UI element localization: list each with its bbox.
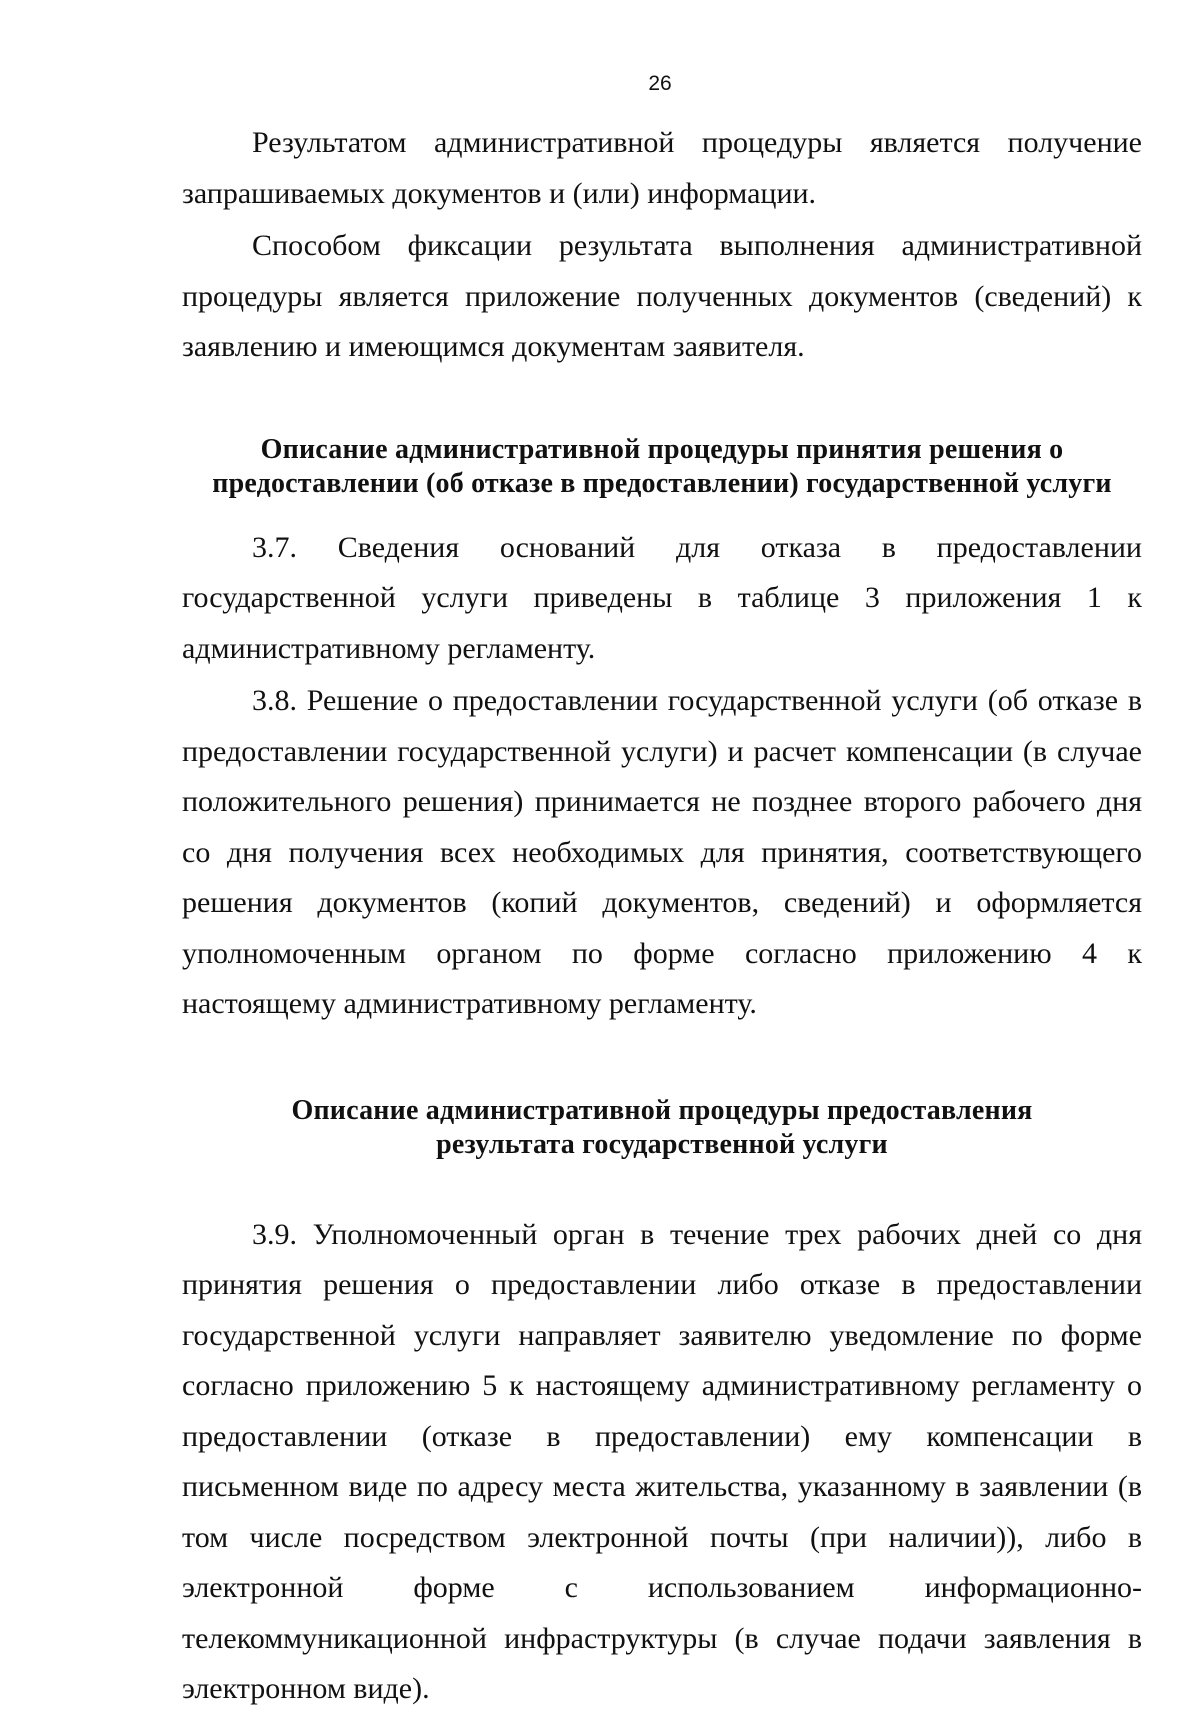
document-body <box>182 118 1142 1715</box>
paragraph-3-9: 3.9. Уполномоченный орган в течение трех рабочих дней со дня принятия решения о предоставлении либо отказе в предоставлении государственной услуги направляет заявителю уведомление по форме согласно приложению 5 к настоящему административному регламенту о предоставлении (отказе в предоставлении) ему компенсации в письменном виде по адресу места жительства, указанному в заявлении (в том числе посредством электронной почты (при наличии)), либо в электронной форме с использованием информационно-телекоммуникационной инфраструктуры (в случае подачи заявления в электронном виде). <box>182 1217 1142 1705</box>
paragraph-3-8: 3.8. Решение о предоставлении государственной услуги (об отказе в предоставлении государственной услуги) и расчет компенсации (в случае положительного решения) принимается не позднее второго рабочего дня со дня получения всех необходимых для принятия, соответствующего решения документов (копий документов, сведений) и оформляется уполномоченным органом по форме согласно приложению 4 к настоящему административному регламенту. <box>182 684 1142 1020</box>
paragraph-fixation-method: Способом фиксации результата выполнения административной процедуры является приложение полученных документов (сведений) к заявлению и имеющимся документам заявителя. <box>182 229 1142 363</box>
page-number: 26 <box>648 72 672 95</box>
section-heading-decision <box>182 433 1142 501</box>
section-heading-result-delivery-line2: результата государственной услуги <box>436 1128 888 1160</box>
section-heading-decision-line1: Описание административной процедуры принятия решения о <box>260 433 1064 465</box>
section-heading-decision-line2: предоставлении (об отказе в предоставлении) государственной услуги <box>212 467 1112 499</box>
section-heading-result-delivery-line1: Описание административной процедуры предоставления <box>291 1094 1033 1126</box>
paragraph-result: Результатом административной процедуры является получение запрашиваемых документов и (или) информации. <box>182 126 1142 210</box>
section-heading-result-delivery <box>182 1094 1142 1162</box>
paragraph-3-7: 3.7. Сведения оснований для отказа в предоставлении государственной услуги приведены в таблице 3 приложения 1 к административному регламенту. <box>182 530 1142 665</box>
